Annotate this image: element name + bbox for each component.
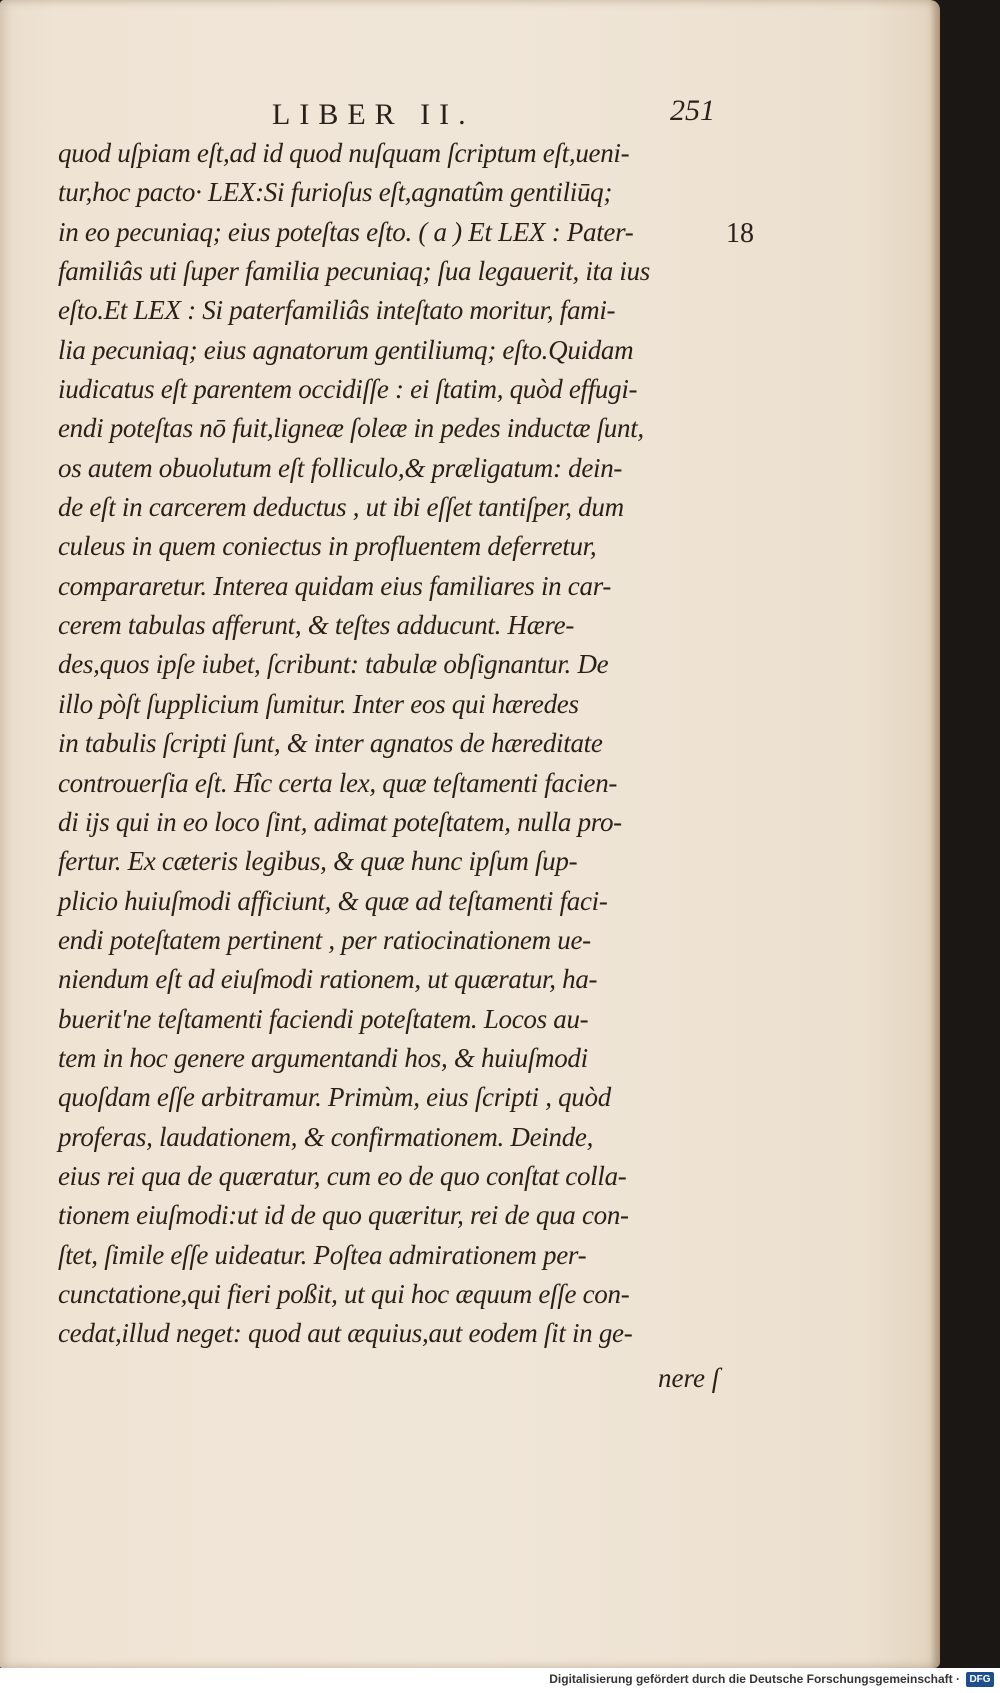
text-line: eius rei qua de quæratur, cum eo de quo conſtat colla- — [58, 1160, 627, 1191]
text-line: de eſt in carcerem deductus , ut ibi eſſet tantiſper, dum — [58, 492, 624, 523]
text-line: compararetur. Interea quidam eius familiares in car- — [58, 570, 612, 601]
catchword: nere ſ — [658, 1363, 720, 1393]
text-line: tem in hoc genere argumentandi hos, & huiuſmodi — [58, 1042, 588, 1073]
text-line: des,quos ipſe iubet, ſcribunt: tabulæ obſignantur. De — [58, 649, 609, 680]
text-line: quoſdam eſſe arbitramur. Primùm, eius ſcripti , quòd — [58, 1082, 611, 1113]
text-line: ſtet, ſimile eſſe uideatur. Poſtea admirationem per- — [58, 1239, 587, 1270]
footer-bar — [0, 1668, 1000, 1693]
text-line: proferas, laudationem, & confirmationem. Deinde, — [58, 1121, 594, 1152]
text-line: di ijs qui in eo loco ſint, adimat poteſtatem, nulla pro- — [58, 806, 622, 837]
text-line: lia pecuniaq; eius agnatorum gentiliumq; eſto.Quidam — [58, 334, 634, 365]
text-line: cunctatione,qui fieri poßit, ut qui hoc æquum eſſe con- — [58, 1278, 630, 1309]
text-line: tionem eiuſmodi:ut id de quo quæritur, rei de qua con- — [58, 1200, 629, 1231]
text-line: buerit'ne teſtamenti faciendi poteſtatem. Locos au- — [58, 1003, 589, 1034]
funding-credit: Digitalisierung gefördert durch die Deutsche Forschungsgemeinschaft · — [549, 1672, 960, 1686]
text-line: iudicatus eſt parentem occidiſſe : ei ſtatim, quòd effugi- — [58, 374, 638, 405]
text-line: tur,hoc pacto· LEX:Si furioſus eſt,agnatûm gentiliūq; — [58, 177, 613, 208]
text-line: os autem obuolutum eſt folliculo,& præligatum: dein- — [58, 452, 623, 483]
text-line: cedat,illud neget: quod aut æquius,aut eodem ſit in ge- — [58, 1318, 633, 1349]
text-line: endi poteſtas nō fuit,ligneæ ſoleæ in pedes inductæ ſunt, — [58, 413, 644, 444]
text-line: fertur. Ex cæteris legibus, & quæ hunc ipſum ſup- — [58, 846, 578, 877]
running-head: LIBER II. — [272, 98, 475, 131]
text-line: cerem tabulas afferunt, & teſtes adducunt. Hære- — [58, 610, 575, 641]
text-line: endi poteſtatem pertinent , per ratiocinationem ue- — [58, 924, 591, 955]
text-line: in tabulis ſcripti ſunt, & inter agnatos de hæreditate — [58, 728, 603, 759]
margin-note-number: 18 — [726, 218, 754, 249]
text-line: eſto.Et LEX : Si paterfamiliâs inteſtato moritur, fami- — [58, 295, 616, 326]
text-line: niendum eſt ad eiuſmodi rationem, ut quæratur, ha- — [58, 964, 598, 995]
text-line: familiâs uti ſuper familia pecuniaq; ſua legauerit, ita ius — [58, 256, 651, 287]
dfg-logo: DFG — [966, 1672, 994, 1687]
text-line: plicio huiuſmodi afficiunt, & quæ ad teſtamenti faci- — [58, 885, 608, 916]
body-text — [58, 134, 730, 1354]
page-number: 251 — [670, 94, 715, 127]
text-line: in eo pecuniaq; eius poteſtas eſto. ( a ) Et LEX : Pater- — [58, 216, 634, 247]
text-line: controuerſia eſt. Hîc certa lex, quæ teſtamenti facien- — [58, 767, 618, 798]
text-line: culeus in quem coniectus in profluentem deferretur, — [58, 531, 597, 562]
text-line: illo pòſt ſupplicium ſumitur. Inter eos qui hæredes — [58, 688, 579, 719]
text-line: quod uſpiam eſt,ad id quod nuſquam ſcriptum eſt,ueni- — [58, 138, 630, 168]
